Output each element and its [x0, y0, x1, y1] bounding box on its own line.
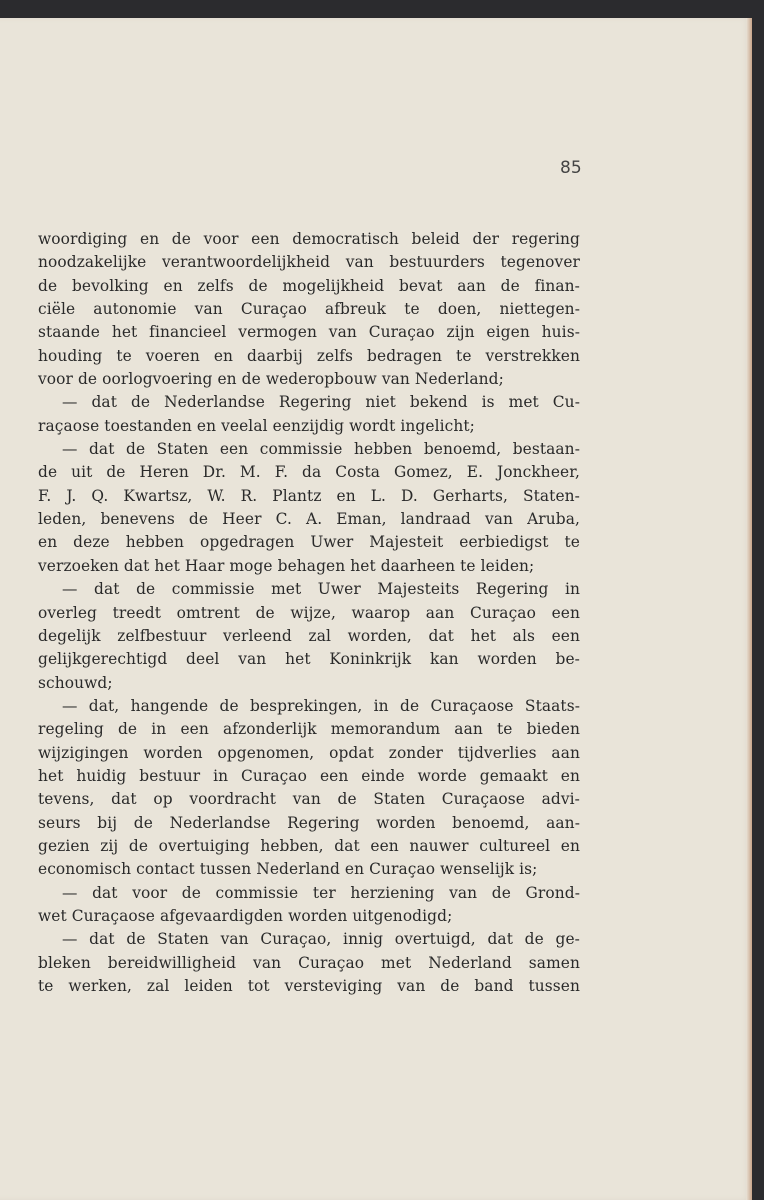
text-line: bleken bereidwilligheid van Curaçao met Nederland samen — [38, 953, 580, 972]
text-line: te werken, zal leiden tot versteviging van de band tussen — [38, 977, 580, 995]
text-line: leden, benevens de Heer C. A. Eman, landraad van Aruba, — [38, 510, 580, 529]
text-line: — dat voor de commissie ter herziening van de Grond- — [62, 883, 580, 902]
text-line: tevens, dat op voordracht van de Staten Curaçaose advi- — [38, 790, 580, 809]
text-line: wijzigingen worden opgenomen, opdat zonder tijdverlies aan — [38, 743, 580, 762]
text-line: houding te voeren en daarbij zelfs bedragen te verstrekken — [38, 346, 580, 365]
text-line: — dat de commissie met Uwer Majesteits Regering in — [62, 580, 580, 599]
text-line: — dat, hangende de besprekingen, in de Curaçaose Staats- — [62, 696, 580, 715]
text-line: — dat de Staten van Curaçao, innig overtuigd, dat de ge- — [62, 930, 580, 949]
text-line: de bevolking en zelfs de mogelijkheid bevat aan de finan- — [38, 276, 580, 295]
document-page — [0, 18, 752, 1200]
text-line: ciële autonomie van Curaçao afbreuk te doen, niettegen- — [38, 300, 580, 319]
page-number: 85 — [560, 158, 582, 178]
text-line: het huidig bestuur in Curaçao een einde worde gemaakt en — [38, 766, 580, 785]
text-line: staande het financieel vermogen van Curaçao zijn eigen huis- — [38, 323, 580, 342]
text-line: — dat de Staten een commissie hebben benoemd, bestaan- — [62, 440, 580, 459]
text-line: wet Curaçaose afgevaardigden worden uitgenodigd; — [38, 906, 453, 925]
text-line: noodzakelijke verantwoordelijkheid van bestuurders tegenover — [38, 253, 580, 272]
text-line: gezien zij de overtuiging hebben, dat een nauwer cultureel en — [38, 836, 580, 855]
text-line: en deze hebben opgedragen Uwer Majesteit eerbiedigst te — [38, 533, 580, 552]
text-line: degelijk zelfbestuur verleend zal worden, dat het als een — [38, 626, 580, 645]
body-text — [38, 228, 580, 998]
text-line: economisch contact tussen Nederland en Curaçao wenselijk is; — [38, 860, 538, 879]
text-line: voor de oorlogvoering en de wederopbouw van Nederland; — [38, 370, 504, 389]
text-line: overleg treedt omtrent de wijze, waarop aan Curaçao een — [38, 603, 580, 622]
text-line: — dat de Nederlandse Regering niet bekend is met Cu- — [62, 393, 580, 412]
page-edge — [746, 18, 752, 1200]
text-line: regeling de in een afzonderlijk memorandum aan te bieden — [38, 720, 580, 739]
text-line: verzoeken dat het Haar moge behagen het daarheen te leiden; — [38, 556, 535, 575]
text-line: gelijkgerechtigd deel van het Koninkrijk kan worden be- — [38, 650, 580, 669]
text-line: F. J. Q. Kwartsz, W. R. Plantz en L. D. Gerharts, Staten- — [38, 486, 580, 505]
text-line: schouwd; — [38, 673, 113, 692]
text-line: woordiging en de voor een democratisch beleid der regering — [38, 230, 580, 248]
text-line: raçaose toestanden en veelal eenzijdig wordt ingelicht; — [38, 416, 475, 435]
text-line: de uit de Heren Dr. M. F. da Costa Gomez, E. Jonckheer, — [38, 463, 580, 482]
text-line: seurs bij de Nederlandse Regering worden benoemd, aan- — [38, 813, 580, 832]
